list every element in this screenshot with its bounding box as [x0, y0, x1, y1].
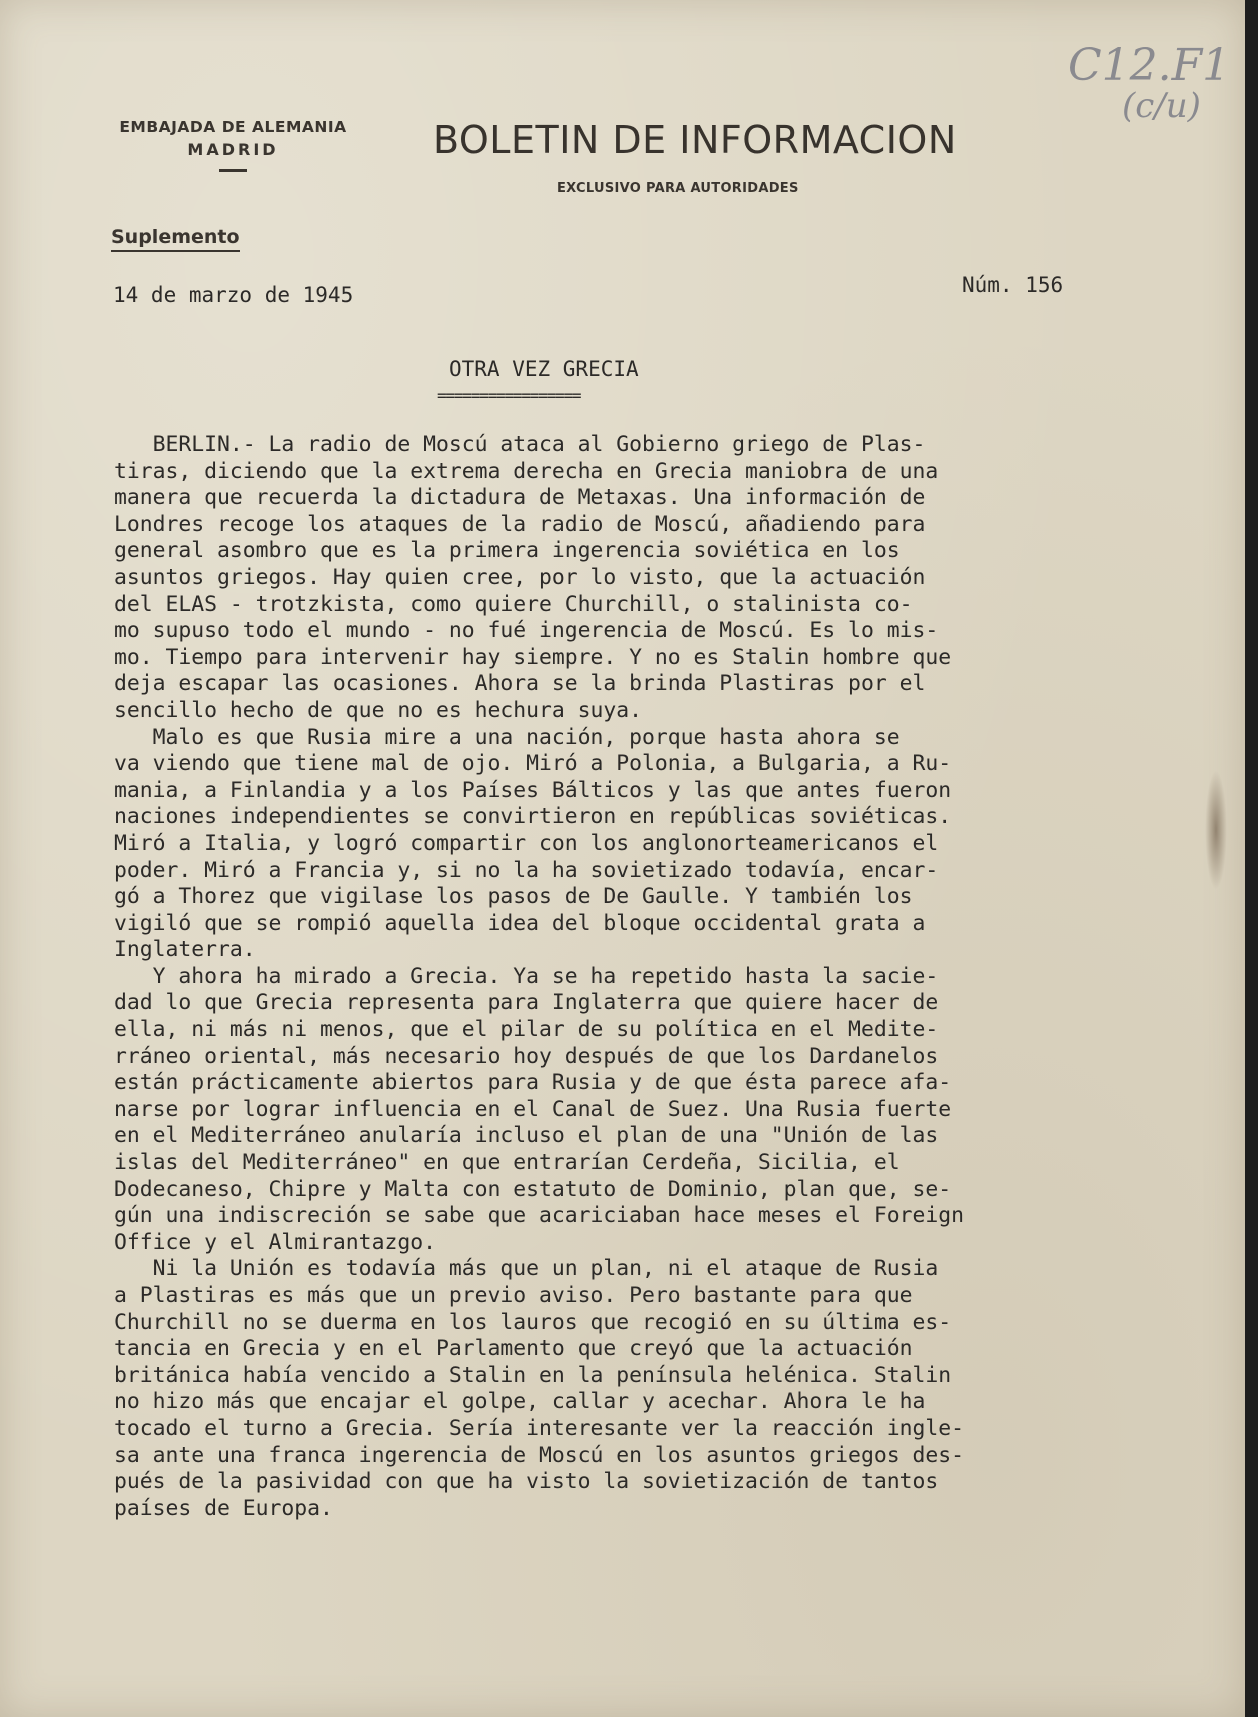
article-title: OTRA VEZ GRECIA — [449, 357, 639, 381]
article-line: mania, a Finlandia y a los Países Bálticos y las que antes fueron — [114, 777, 952, 803]
article-line: naciones independientes se convirtieron en repúblicas soviéticas. — [114, 804, 952, 830]
article-line: del ELAS - trotzkista, como quiere Churchill, o stalinista co- — [114, 591, 913, 617]
article-line: BERLIN.- La radio de Moscú ataca al Gobierno griego de Plas- — [114, 432, 926, 457]
article-line: mo supuso todo el mundo - no fué ingerencia de Moscú. Es lo mis- — [114, 618, 939, 644]
article-line: narse por lograr influencia en el Canal de Suez. Una Rusia fuerte — [114, 1096, 952, 1122]
paper-stain — [1205, 770, 1227, 890]
article-line: no hizo más que encajar el golpe, callar y acechar. Ahora le ha — [114, 1389, 926, 1415]
article-line: tiras, diciendo que la extrema derecha en Grecia maniobra de una — [114, 458, 939, 484]
article-line: sencillo hecho de que no es hechura suya. — [114, 697, 643, 723]
article-line: rráneo oriental, más necesario hoy después de que los Dardanelos — [114, 1043, 939, 1069]
article-line: islas del Mediterráneo" en que entrarían Cerdeña, Sicilia, el — [114, 1150, 900, 1176]
bulletin-title: BOLETIN DE INFORMACION — [433, 118, 957, 162]
embassy-name: EMBAJADA DE ALEMANIA — [119, 118, 347, 136]
scan-edge — [1245, 0, 1258, 1717]
article-line: a Plastiras es más que un previo aviso. Pero bastante para que — [114, 1283, 913, 1308]
article-line: Dodecaneso, Chipre y Malta con estatuto de Dominio, plan que, se- — [114, 1176, 952, 1202]
article-line: asuntos griegos. Hay quien cree, por lo visto, que la actuación — [114, 564, 926, 590]
embassy-city: MADRID — [187, 140, 279, 159]
article-line: Y ahora ha mirado a Grecia. Ya se ha repetido hasta la sacie- — [114, 963, 939, 989]
supplement-label: Suplemento — [111, 226, 240, 252]
article-line: deja escapar las ocasiones. Ahora se la brinda Plastiras por el — [114, 671, 926, 697]
embassy-header — [108, 118, 358, 172]
article-line: británica había vencido a Stalin en la península helénica. Stalin — [114, 1362, 952, 1388]
article-line: va viendo que tiene mal de ojo. Miró a Polonia, a Bulgaria, a Ru- — [114, 751, 952, 777]
issue-date: 14 de marzo de 1945 — [113, 283, 354, 307]
article-line: vigiló que se rompió aquella idea del bloque occidental grata a — [114, 910, 926, 936]
bulletin-subtitle: EXCLUSIVO PARA AUTORIDADES — [557, 181, 799, 196]
article-body — [114, 432, 1174, 1522]
article-line: Inglaterra. — [114, 937, 256, 963]
article-line: dad lo que Grecia representa para Inglaterra que quiere hacer de — [114, 990, 939, 1016]
article-line: gó a Thorez que vigilase los pasos de De Gaulle. Y también los — [114, 884, 913, 910]
article-line: en el Mediterráneo anularía incluso el plan de una "Unión de las — [114, 1123, 939, 1149]
article-line: pués de la pasividad con que ha visto la sovietización de tantos — [114, 1469, 939, 1495]
article-line: poder. Miró a Francia y, si no la ha sovietizado todavía, encar- — [114, 857, 939, 883]
article-line: Miró a Italia, y logró compartir con los anglonorteamericanos el — [114, 830, 939, 856]
article-line: Churchill no se duerma en los lauros que recogió en su última es- — [114, 1309, 952, 1335]
article-line: tocado el turno a Grecia. Sería interesante ver la reacción ingle- — [114, 1415, 964, 1441]
article-line: Malo es que Rusia mire a una nación, porque hasta ahora se — [114, 724, 900, 750]
archive-mark-line2: (c/u) — [1122, 86, 1201, 126]
article-line: Londres recoge los ataques de la radio de Moscú, añadiendo para — [114, 511, 926, 537]
article-line: mo. Tiempo para intervenir hay siempre. Y no es Stalin hombre que — [114, 644, 952, 670]
article-line: general asombro que es la primera ingerencia soviética en los — [114, 538, 900, 564]
article-line: Office y el Almirantazgo. — [114, 1229, 436, 1255]
article-line: ella, ni más ni menos, que el pilar de su política en el Medite- — [114, 1017, 939, 1043]
archive-mark-line1: C12.F1 — [1068, 40, 1231, 91]
article-line: sa ante una franca ingerencia de Moscú en los asuntos griegos des- — [114, 1442, 964, 1468]
issue-number: Núm. 156 — [962, 273, 1064, 297]
article-title-rule: ================= — [437, 386, 581, 405]
article-line: tancia en Grecia y en el Parlamento que creyó que la actuación — [114, 1336, 913, 1362]
article-line: gún una indiscreción se sabe que acariciaban hace meses el Foreign — [114, 1203, 964, 1229]
header-divider — [219, 169, 247, 172]
article-line: manera que recuerda la dictadura de Metaxas. Una información de — [114, 485, 926, 511]
article-line: países de Europa. — [114, 1495, 333, 1521]
article-line: están prácticamente abiertos para Rusia y de que ésta parece afa- — [114, 1070, 952, 1096]
article-line: Ni la Unión es todavía más que un plan, ni el ataque de Rusia — [114, 1256, 939, 1282]
